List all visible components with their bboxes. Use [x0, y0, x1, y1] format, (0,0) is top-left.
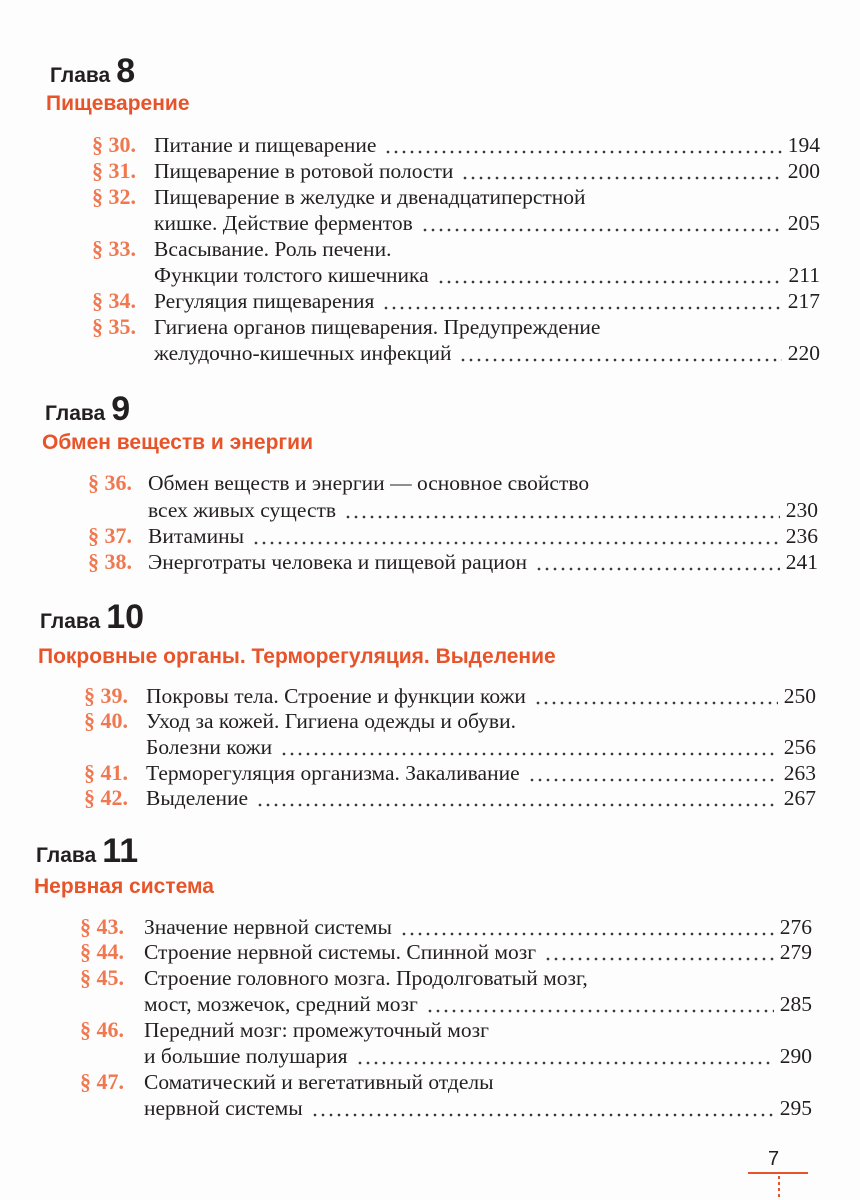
page-number: 7 — [768, 1148, 780, 1170]
dot-leader — [400, 932, 774, 936]
section-number: § 38. — [88, 549, 132, 574]
section-title-last-line — [146, 760, 816, 786]
page-ref: 250 — [783, 684, 816, 708]
dot-leader — [280, 752, 778, 756]
page-ref: 256 — [783, 735, 816, 759]
footer-rule — [748, 1172, 808, 1174]
section-number: § 41. — [84, 760, 128, 785]
section-title-text: Покровы тела. Строение и функции кожи — [146, 684, 526, 708]
section-title-text: Значение нервной системы — [144, 915, 392, 939]
section-title-last-line — [148, 549, 818, 575]
section-title-last-line — [154, 158, 820, 184]
page-ref: 230 — [785, 498, 818, 522]
section-title-text: Регуляция пищеварения — [154, 289, 375, 313]
section-title-text: Энерготраты человека и пищевой рацион — [148, 550, 527, 574]
dot-leader — [382, 306, 781, 310]
section-number: § 45. — [80, 965, 124, 990]
page-ref: 267 — [783, 786, 816, 810]
chapter-title: Покровные органы. Терморегуляция. Выделение — [38, 645, 556, 668]
section-number: § 34. — [92, 288, 136, 313]
section-title-last-line — [146, 785, 816, 811]
page-ref: 276 — [779, 915, 812, 939]
section-number: § 31. — [92, 158, 136, 183]
section-number: § 30. — [92, 132, 136, 157]
page-ref: 263 — [783, 761, 816, 785]
page-ref: 220 — [787, 341, 820, 365]
section-title-text: Выделение — [146, 786, 249, 810]
page-ref: 211 — [788, 263, 820, 287]
section-title-last-line — [146, 734, 816, 760]
section-number: § 33. — [92, 236, 136, 261]
dot-leader — [459, 358, 781, 362]
section-number: § 42. — [84, 785, 128, 810]
page-ref: 200 — [787, 159, 820, 183]
section-title-last-line — [144, 991, 812, 1017]
page-ref: 241 — [785, 550, 818, 574]
section-title-last-line — [148, 497, 818, 523]
section-title-line: Гигиена органов пищеварения. Предупреждение — [154, 315, 601, 339]
dot-leader — [437, 280, 783, 284]
section-number: § 46. — [80, 1017, 124, 1042]
section-number: § 40. — [84, 708, 128, 733]
section-title-last-line — [146, 683, 816, 709]
dot-leader — [252, 541, 780, 545]
section-number: § 47. — [80, 1069, 124, 1094]
section-title-last-line — [144, 914, 812, 940]
section-title-text: кишке. Действие ферментов — [154, 211, 413, 235]
section-title-text: Витамины — [148, 524, 245, 548]
section-title-text: Питание и пищеварение — [154, 133, 377, 157]
section-title-text: нервной системы — [144, 1096, 303, 1120]
chapter-heading — [40, 598, 144, 637]
section-title-line: Обмен веществ и энергии — основное свойство — [148, 471, 590, 495]
chapter-word: Глава — [45, 402, 106, 425]
dot-leader — [256, 803, 778, 807]
section-title-text: Пищеварение в ротовой полости — [154, 159, 454, 183]
section-title-line: Передний мозг: промежуточный мозг — [144, 1018, 489, 1042]
section-number: § 35. — [92, 314, 136, 339]
section-title-text: Строение нервной системы. Спинной мозг — [144, 940, 537, 964]
section-number: § 36. — [88, 470, 132, 495]
section-title-last-line — [154, 262, 820, 288]
chapter-title: Обмен веществ и энергии — [42, 431, 314, 454]
section-title-line: Всасывание. Роль печени. — [154, 237, 392, 261]
page-ref: 290 — [779, 1044, 812, 1068]
section-title-text: Функции толстого кишечника — [154, 263, 429, 287]
dot-leader — [421, 228, 782, 232]
dot-leader — [344, 515, 780, 519]
page-ref: 205 — [787, 211, 820, 235]
page-ref: 236 — [785, 524, 818, 548]
section-number: § 37. — [88, 523, 132, 548]
chapter-heading — [45, 390, 130, 429]
section-title-line: Пищеварение в желудке и двенадцатиперстной — [154, 185, 586, 209]
chapter-word: Глава — [40, 610, 101, 633]
page-ref: 279 — [779, 940, 812, 964]
section-title-text: всех живых существ — [148, 498, 337, 522]
section-title-last-line — [154, 288, 820, 314]
page-ref: 295 — [779, 1096, 812, 1120]
page-ref: 194 — [787, 133, 820, 157]
chapter-word: Глава — [50, 64, 111, 87]
section-title-last-line — [144, 939, 812, 965]
chapter-word: Глава — [36, 844, 97, 867]
chapter-number: 10 — [106, 598, 145, 636]
section-number: § 32. — [92, 184, 136, 209]
chapter-number: 8 — [116, 52, 136, 90]
section-title-last-line — [144, 1043, 812, 1069]
section-number: § 44. — [80, 939, 124, 964]
dot-leader — [461, 176, 781, 180]
dot-leader — [544, 957, 774, 961]
chapter-title: Пищеварение — [46, 92, 190, 115]
section-title-text: желудочно-кишечных инфекций — [154, 341, 452, 365]
dot-leader — [528, 778, 778, 782]
section-title-text: Болезни кожи — [146, 735, 273, 759]
section-title-text: мост, мозжечок, средний мозг — [144, 992, 418, 1016]
dot-leader — [535, 567, 780, 571]
section-title-last-line — [154, 340, 820, 366]
page-ref: 217 — [787, 289, 820, 313]
section-title-last-line — [144, 1095, 812, 1121]
dot-leader — [384, 150, 781, 154]
dot-leader — [534, 701, 778, 705]
chapter-title: Нервная система — [34, 875, 214, 898]
section-title-line: Соматический и вегетативный отделы — [144, 1070, 494, 1094]
section-title-text: Терморегуляция организма. Закаливание — [146, 761, 520, 785]
section-title-text: и большие полушария — [144, 1044, 348, 1068]
dot-leader — [426, 1009, 774, 1013]
chapter-heading — [36, 832, 138, 871]
section-title-last-line — [148, 523, 818, 549]
page-ref: 285 — [779, 992, 812, 1016]
footer-dashed-mark — [778, 1176, 780, 1200]
section-title-last-line — [154, 132, 820, 158]
chapter-heading — [50, 52, 135, 91]
dot-leader — [356, 1061, 774, 1065]
section-title-line: Строение головного мозга. Продолговатый мозг, — [144, 966, 588, 990]
dot-leader — [311, 1113, 774, 1117]
section-number: § 39. — [84, 683, 128, 708]
section-title-line: Уход за кожей. Гигиена одежды и обуви. — [146, 709, 516, 733]
chapter-number: 11 — [102, 832, 139, 870]
chapter-number: 9 — [111, 390, 131, 428]
section-title-last-line — [154, 210, 820, 236]
section-number: § 43. — [80, 914, 124, 939]
